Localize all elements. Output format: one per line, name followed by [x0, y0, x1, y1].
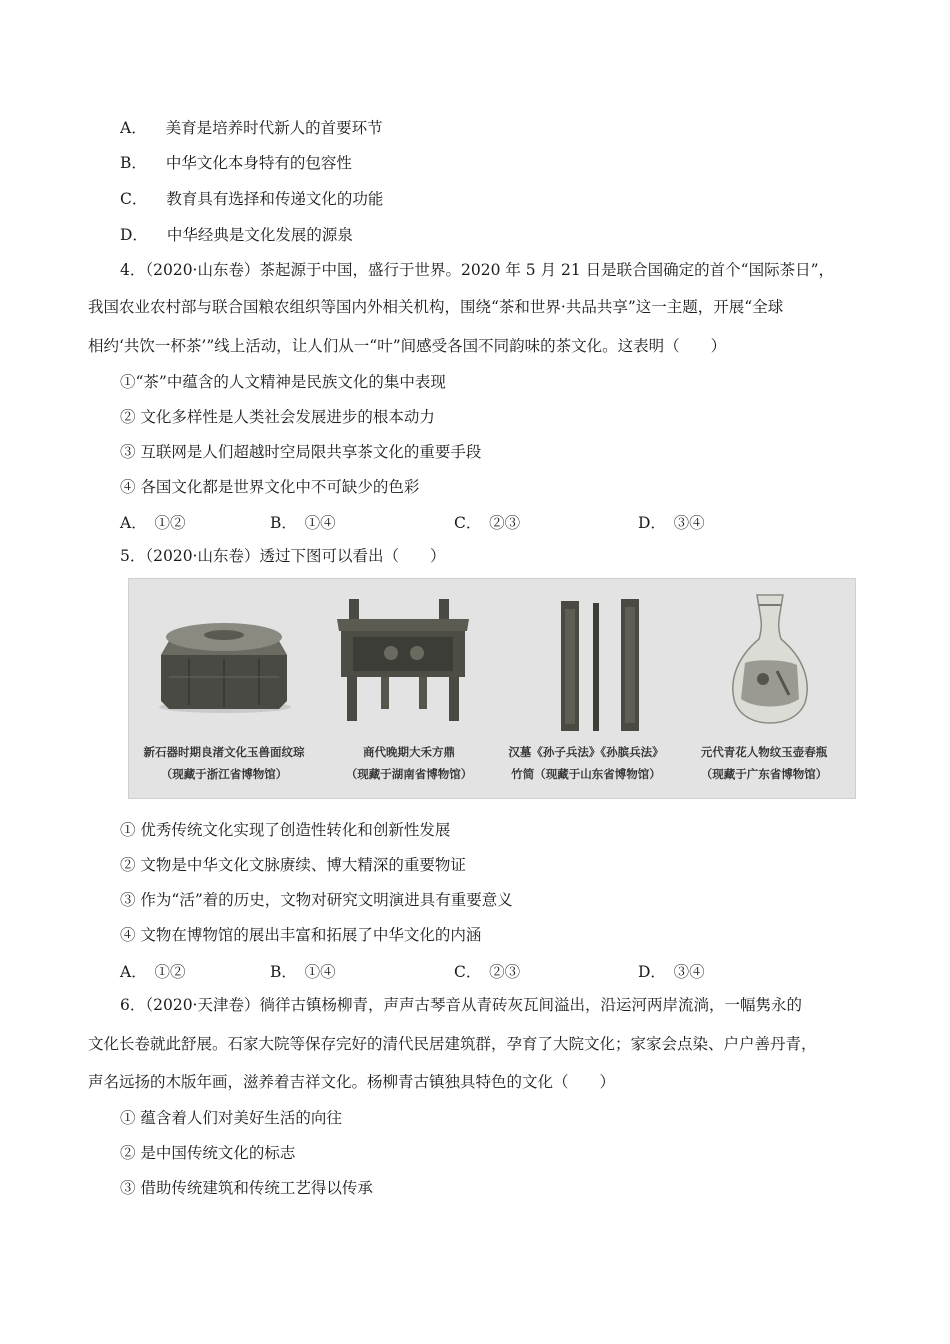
q4-statement-2: ② 文化多样性是人类社会发展进步的根本动力 [120, 408, 435, 426]
caption-3 [491, 741, 681, 785]
q4-choice-a: A． ①② [120, 514, 186, 532]
q4-choice-c: C． ②③ [454, 514, 521, 532]
q5-choices [120, 960, 840, 980]
q5-statement-1: ① 优秀传统文化实现了创造性转化和创新性发展 [120, 821, 451, 839]
caption-4 [669, 741, 856, 785]
q6-stem-line-2: 文化长卷就此舒展。石家大院等保存完好的清代民居建筑群，孕育了大院文化；家家会点染、户户善丹青， [88, 1035, 817, 1053]
q5-choice-c: C． ②③ [454, 963, 521, 981]
q5-choice-b: B． ①④ [270, 963, 336, 981]
caption-3-line-1: 汉墓《孙子兵法》《孙膑兵法》 [508, 745, 664, 759]
q5-stem: 5．（2020·山东卷）透过下图可以看出（ ） [120, 547, 446, 565]
q6-stem-line-3: 声名远扬的木版年画，滋养着吉祥文化。杨柳青古镇独具特色的文化（ ） [88, 1073, 616, 1091]
option-text: 美育是培养时代新人的首要环节 [165, 119, 383, 137]
q6-statement-3: ③ 借助传统建筑和传统工艺得以传承 [120, 1179, 373, 1197]
q4-stem-line-3: 相约‘共饮一杯茶’”线上活动，让人们从一“叶”间感受各国不同韵味的茶文化。这表明（ ） [88, 337, 727, 355]
option-letter: A． [120, 119, 147, 137]
caption-2 [314, 741, 504, 785]
q5-choice-d: D． ③④ [638, 963, 705, 981]
q6-stem-line-1: 6．（2020·天津卷）徜徉古镇杨柳青，声声古琴音从青砖灰瓦间溢出，沿运河两岸流淌，一幅隽永的 [120, 996, 802, 1014]
q5-statement-2: ② 文物是中华文化文脉赓续、博大精深的重要物证 [120, 856, 466, 874]
option-letter: B． [120, 154, 147, 172]
caption-4-line-1: 元代青花人物纹玉壶春瓶 [700, 745, 828, 759]
q4-statement-3: ③ 互联网是人们超越时空局限共享茶文化的重要手段 [120, 443, 482, 461]
q3-option-d [120, 225, 353, 245]
q5-choice-a: A． ①② [120, 963, 186, 981]
caption-3-line-2: 竹简（现藏于山东省博物馆） [511, 767, 661, 781]
q5-statement-3: ③ 作为“活”着的历史，文物对研究文明演进具有重要意义 [120, 891, 513, 909]
artifact-figure [128, 578, 856, 799]
option-letter: D． [120, 226, 148, 244]
q3-option-c [120, 189, 383, 209]
option-letter: C． [120, 190, 148, 208]
option-text: 教育具有选择和传递文化的功能 [166, 190, 384, 208]
q4-choice-b: B． ①④ [270, 514, 336, 532]
q4-statement-4: ④ 各国文化都是世界文化中不可缺少的色彩 [120, 478, 420, 496]
q4-choices [120, 511, 840, 531]
q4-statement-1: ①“茶”中蕴含的人文精神是民族文化的集中表现 [120, 373, 446, 391]
q4-stem-line-2: 我国农业农村部与联合国粮农组织等国内外相关机构，围绕“茶和世界·共品共享”这一主题，开展“全球 [88, 298, 784, 316]
q3-option-b [120, 153, 352, 173]
option-text: 中华经典是文化发展的源泉 [166, 226, 353, 244]
caption-1-line-2: （现藏于浙江省博物馆） [160, 767, 288, 781]
q3-option-a [120, 118, 383, 138]
q4-stem-line-1: 4．（2020·山东卷）茶起源于中国，盛行于世界。2020 年 5 月 21 日是联合国确定的首个“国际茶日”， [120, 261, 835, 279]
caption-2-line-2: （现藏于湖南省博物馆） [345, 767, 473, 781]
q6-statement-2: ② 是中国传统文化的标志 [120, 1144, 296, 1162]
caption-1 [129, 741, 319, 785]
caption-4-line-2: （现藏于广东省博物馆） [700, 767, 828, 781]
caption-1-line-1: 新石器时期良渚文化玉兽面纹琮 [143, 745, 305, 759]
q6-statement-1: ① 蕴含着人们对美好生活的向往 [120, 1109, 342, 1127]
q4-choice-d: D． ③④ [638, 514, 705, 532]
q5-statement-4: ④ 文物在博物馆的展出丰富和拓展了中华文化的内涵 [120, 926, 482, 944]
option-text: 中华文化本身特有的包容性 [165, 154, 352, 172]
caption-2-line-1: 商代晚期大禾方鼎 [363, 745, 455, 759]
